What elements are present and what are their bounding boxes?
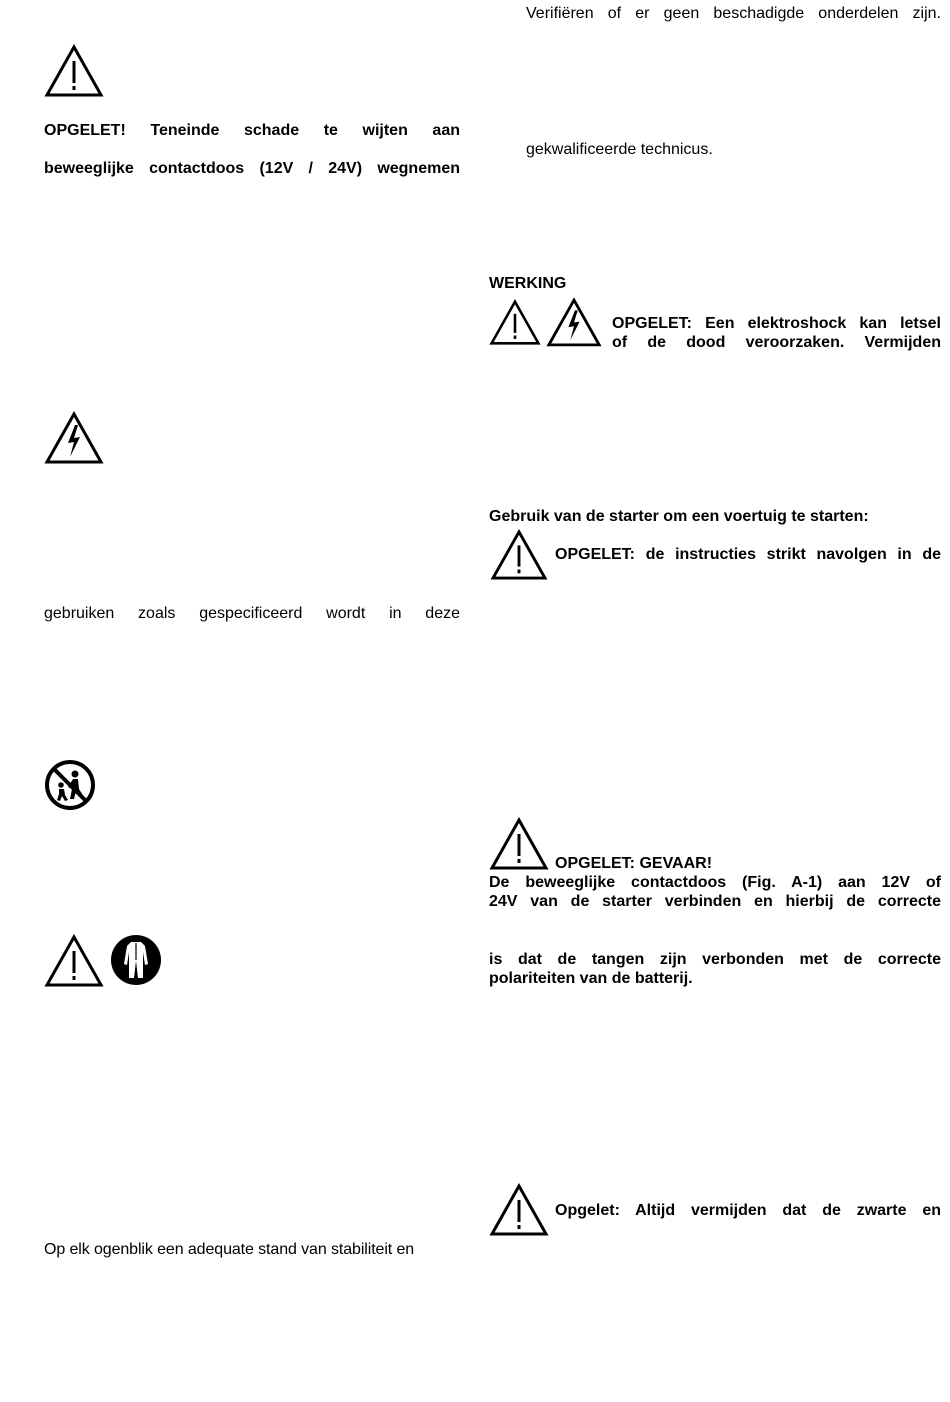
warning-text-line: of de dood veroorzaken. Vermijden [612,334,941,351]
warning-text-line: 24V van de starter verbinden en hierbij de correcte [489,893,941,910]
warning-triangle-icon [489,817,549,871]
body-text-line: Op elk ogenblik een adequate stand van stabiliteit en [44,1241,415,1258]
body-text-line: gebruiken zoals gespecificeerd wordt in deze [44,605,460,622]
warning-triangle-icon [489,1183,549,1237]
body-text-line: Verifiëren of er geen beschadigde onderdelen zijn. [526,5,941,22]
danger-label: OPGELET: GEVAAR! [555,855,713,872]
warning-text-line: is dat de tangen zijn verbonden met de correcte [489,951,941,968]
electric-shock-icon [546,297,602,348]
warning-text-line: De beweeglijke contactdoos (Fig. A-1) aan 12V of [489,874,941,891]
warning-triangle-icon [44,934,104,988]
warning-triangle-icon [489,529,549,581]
warning-triangle-icon [44,44,104,98]
warning-text-line: Opgelet: Altijd vermijden dat de zwarte en [555,1202,941,1219]
section-title: WERKING [489,275,567,292]
subheading: Gebruik van de starter om een voertuig te starten: [489,508,869,525]
warning-text-line: OPGELET! Teneinde schade te wijten aan [44,122,460,139]
warning-text-line: OPGELET: Een elektroshock kan letsel [612,315,941,332]
electric-shock-icon [44,411,104,465]
protective-clothing-icon [110,934,162,986]
warning-text-line: beweeglijke contactdoos (12V / 24V) wegnemen [44,160,460,177]
warning-text-line: polariteiten van de batterij. [489,970,693,987]
no-children-icon [44,759,96,811]
warning-triangle-icon [489,297,541,348]
warning-text-line: OPGELET: de instructies strikt navolgen in de [555,546,941,563]
body-text-line: gekwalificeerde technicus. [526,141,713,158]
